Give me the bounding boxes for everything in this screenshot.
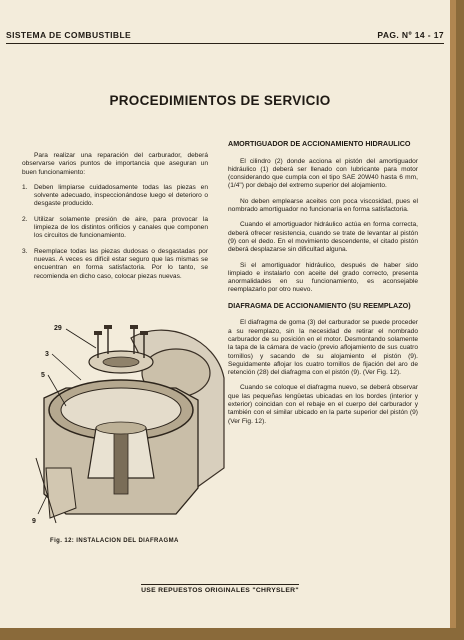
instruction-list (22, 184, 208, 281)
figure-caption: Fig. 12: INSTALACION DEL DIAFRAGMA (50, 538, 179, 544)
footer-text: USE REPUESTOS ORIGINALES "CHRYSLER" (141, 584, 299, 594)
body-paragraph: Si el amortiguador hidráulico, después de haber sido limpiado e instalarlo con aceite del grado correcto, presenta anormalidades en su funcionamiento, es aconsejable reemplazarlo por otro nuevo. (228, 261, 418, 294)
list-item (22, 248, 208, 281)
right-column (228, 140, 418, 433)
figure-label-5: 5 (41, 372, 45, 379)
body-paragraph: El cilindro (2) donde acciona el pistón del amortiguador hidráulico (1) deberá ser llenado con lubricante para motor (considerando que cumpla con el tipo SAE 20W40 hasta 6 mm, (1/4") por debajo del extremo superior del alojamiento. (228, 157, 418, 190)
list-item-number: 3. (22, 247, 28, 255)
retaining-ring-hole (103, 357, 139, 367)
page-header (6, 30, 444, 44)
left-column (22, 152, 208, 288)
figure-label-29: 29 (54, 325, 62, 332)
section-heading-diafragma: DIAFRAGMA DE ACCIONAMIENTO (SU REEMPLAZO) (228, 300, 411, 310)
list-item-text: Utilizar solamente presión de aire, para provocar la limpieza de los distintos orificios y canales que componen los circuitos de funcionamiento. (34, 215, 208, 240)
figure-label-3: 3 (45, 351, 49, 358)
intro-paragraph: Para realizar una reparación del carburador, deberá observarse varios puntos de importancia que aseguran un buen funcionamiento: (22, 152, 208, 176)
list-item (22, 216, 208, 241)
piston-rod-shape (114, 424, 128, 494)
list-item-text: Deben limpiarse cuidadosamente todas las piezas en solvente adecuado, inspeccionándose luego el deterioro o desgaste producido. (34, 183, 208, 208)
list-item (22, 184, 208, 209)
body-paragraph: No deben emplearse aceites con poca viscosidad, pues el nombrado amortiguador no funcionaría en forma satisfactoria. (228, 197, 418, 214)
section-name: SISTEMA DE COMBUSTIBLE (6, 30, 132, 40)
page-footer (0, 587, 440, 594)
body-paragraph: Cuando el amortiguador hidráulico actúa en forma correcta, deberá ofrecer resistencia, cuando se trate de levantar al pistón (9) con el dedo. En el movimiento descendente, el citado pistón deberá desplazarse sin dificultad alguna. (228, 221, 418, 254)
figure-label-9: 9 (32, 518, 36, 525)
list-item-number: 2. (22, 215, 28, 223)
carburetor-diaphragm-illustration (26, 318, 226, 530)
page-title: PROCEDIMIENTOS DE SERVICIO (109, 93, 331, 108)
body-paragraph: El diafragma de goma (3) del carburador se puede proceder a su reemplazo, sin la necesidad de retirar el nombrado carburador de su posición en el motor. Desmontando solamente la tapa de la cámara de vacío (previo aflojamiento de sus cuatro tornillos) y sacando de su alojamiento el pistón (9). Seguidamente aflojar los cuatro tornillos de fijación del aro de retención (28) del diafragma con el pistón (9). (Ver Fig. 12). (228, 319, 418, 377)
section-heading-amortiguador: AMORTIGUADOR DE ACCIONAMIENTO HIDRAULICO (228, 139, 411, 148)
page-number: PAG. Nº 14 - 17 (377, 30, 444, 40)
list-item-text: Reemplace todas las piezas dudosas o desgastadas por nuevas. A veces es difícil estar seguro que las mismas se encuentran en forma satisfactoria. Por lo tanto, se recomienda en dicho caso, colocar piezas nuevas. (34, 247, 208, 280)
list-item-number: 1. (22, 183, 28, 191)
body-paragraph: Cuando se coloque el diafragma nuevo, se deberá observar que las pequeñas lengüetas ubicadas en los bordes (interior y exterior) coincidan con el rebaje en el cuerpo del carburador y también con el similar ubicado en la parte superior del pistón (9) (Ver Fig. 12). (228, 384, 418, 425)
piston-top-shape (96, 422, 146, 434)
